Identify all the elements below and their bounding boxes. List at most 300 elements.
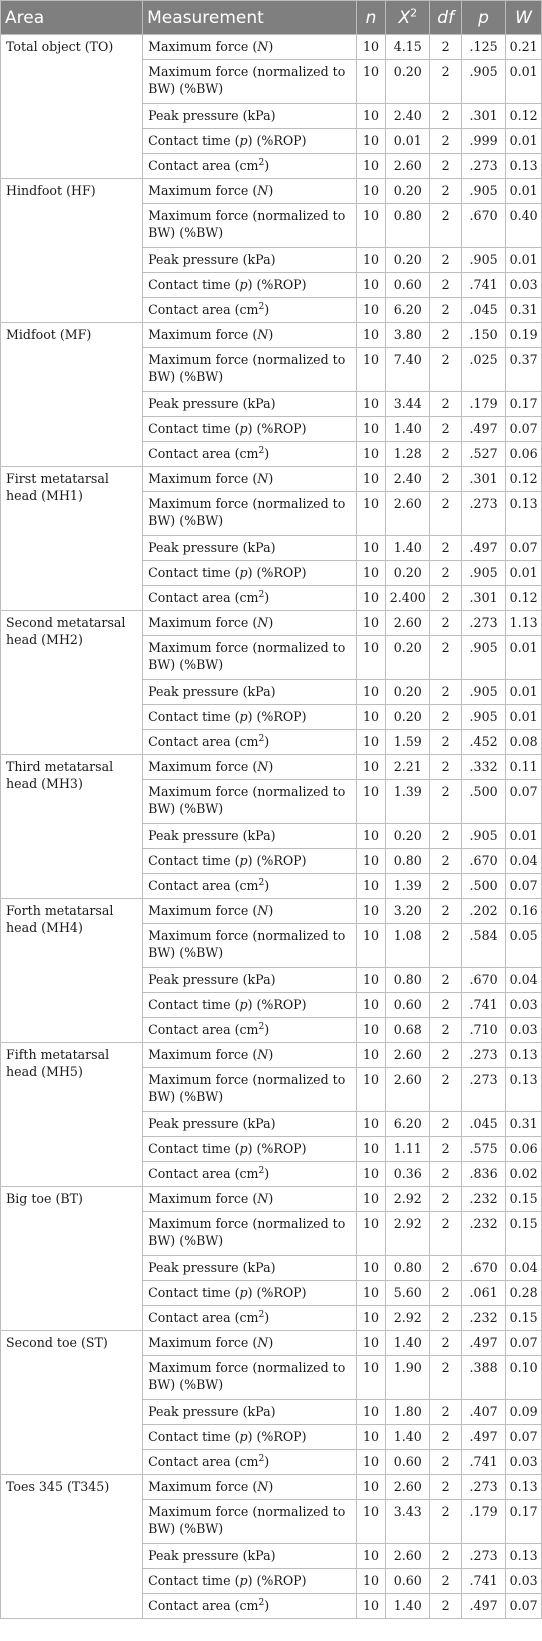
n-cell: 10 (356, 35, 385, 60)
measurement-cell: Peak pressure (kPa) (143, 1400, 357, 1425)
measurement-cell: Contact time (p) (%ROP) (143, 705, 357, 730)
w-cell: 0.04 (506, 1256, 542, 1281)
p-cell: .273 (461, 492, 505, 536)
measurement-cell: Maximum force (N) (143, 1475, 357, 1500)
measurement-cell: Contact time (p) (%ROP) (143, 849, 357, 874)
w-cell: 0.02 (506, 1162, 542, 1187)
df-cell: 2 (430, 1594, 462, 1619)
df-cell: 2 (430, 755, 462, 780)
chi-square-cell: 2.40 (386, 104, 430, 129)
measurement-cell: Peak pressure (kPa) (143, 1544, 357, 1569)
n-cell: 10 (356, 179, 385, 204)
w-cell: 0.01 (506, 680, 542, 705)
df-cell: 2 (430, 993, 462, 1018)
chi-square-cell: 3.80 (386, 323, 430, 348)
table-row (1, 1475, 542, 1500)
df-cell: 2 (430, 1400, 462, 1425)
measurement-cell: Peak pressure (kPa) (143, 104, 357, 129)
header-chi-square-sup: 2 (410, 5, 418, 19)
p-cell: .710 (461, 1018, 505, 1043)
w-cell: 0.07 (506, 874, 542, 899)
w-cell: 0.13 (506, 1544, 542, 1569)
df-cell: 2 (430, 1475, 462, 1500)
w-cell: 0.16 (506, 899, 542, 924)
chi-square-cell: 0.60 (386, 273, 430, 298)
measurement-cell: Maximum force (N) (143, 1331, 357, 1356)
chi-square-cell: 0.60 (386, 993, 430, 1018)
n-cell: 10 (356, 298, 385, 323)
p-cell: .273 (461, 154, 505, 179)
df-cell: 2 (430, 1162, 462, 1187)
w-cell: 0.01 (506, 60, 542, 104)
p-cell: .741 (461, 273, 505, 298)
p-cell: .497 (461, 417, 505, 442)
w-cell: 0.05 (506, 924, 542, 968)
n-cell: 10 (356, 824, 385, 849)
w-cell: 0.06 (506, 442, 542, 467)
df-cell: 2 (430, 1544, 462, 1569)
table-row (1, 467, 542, 492)
df-cell: 2 (430, 1500, 462, 1544)
measurement-cell: Contact time (p) (%ROP) (143, 1425, 357, 1450)
df-cell: 2 (430, 536, 462, 561)
w-cell: 0.08 (506, 730, 542, 755)
n-cell: 10 (356, 680, 385, 705)
header-chi-square-base: X (398, 7, 411, 28)
chi-square-cell: 2.60 (386, 611, 430, 636)
chi-square-cell: 0.20 (386, 705, 430, 730)
chi-square-cell: 0.36 (386, 1162, 430, 1187)
df-cell: 2 (430, 824, 462, 849)
df-cell: 2 (430, 35, 462, 60)
measurement-cell: Maximum force (normalized to BW) (%BW) (143, 60, 357, 104)
area-cell: Midfoot (MF) (1, 323, 143, 467)
p-cell: .497 (461, 1594, 505, 1619)
n-cell: 10 (356, 129, 385, 154)
measurement-cell: Contact area $(cm^2)$ (143, 298, 357, 323)
p-cell: .905 (461, 680, 505, 705)
chi-square-cell: 2.40 (386, 467, 430, 492)
n-cell: 10 (356, 1112, 385, 1137)
chi-square-cell: 1.39 (386, 874, 430, 899)
chi-square-cell: 1.11 (386, 1137, 430, 1162)
df-cell: 2 (430, 1425, 462, 1450)
p-cell: .273 (461, 1043, 505, 1068)
area-cell: Total object (TO) (1, 35, 143, 179)
w-cell: 0.19 (506, 323, 542, 348)
n-cell: 10 (356, 467, 385, 492)
n-cell: 10 (356, 492, 385, 536)
measurement-cell: Contact area $(cm^2)$ (143, 730, 357, 755)
n-cell: 10 (356, 1425, 385, 1450)
w-cell: 0.10 (506, 1356, 542, 1400)
header-measurement: Measurement (143, 1, 357, 35)
measurement-cell: Maximum force (normalized to BW) (%BW) (143, 492, 357, 536)
chi-square-cell: 1.59 (386, 730, 430, 755)
df-cell: 2 (430, 1187, 462, 1212)
measurement-cell: Peak pressure (kPa) (143, 968, 357, 993)
chi-square-cell: 6.20 (386, 1112, 430, 1137)
w-cell: 0.07 (506, 1594, 542, 1619)
df-cell: 2 (430, 611, 462, 636)
p-cell: .497 (461, 536, 505, 561)
chi-square-cell: 0.60 (386, 1569, 430, 1594)
table-row (1, 35, 542, 60)
w-cell: 0.31 (506, 298, 542, 323)
n-cell: 10 (356, 204, 385, 248)
chi-square-cell: 2.92 (386, 1187, 430, 1212)
p-cell: .407 (461, 1400, 505, 1425)
df-cell: 2 (430, 968, 462, 993)
n-cell: 10 (356, 154, 385, 179)
n-cell: 10 (356, 780, 385, 824)
df-cell: 2 (430, 730, 462, 755)
chi-square-cell: 0.80 (386, 968, 430, 993)
n-cell: 10 (356, 899, 385, 924)
df-cell: 2 (430, 392, 462, 417)
measurement-cell: Maximum force (N) (143, 611, 357, 636)
chi-square-cell: 2.60 (386, 1043, 430, 1068)
n-cell: 10 (356, 730, 385, 755)
p-cell: .301 (461, 586, 505, 611)
chi-square-cell: 6.20 (386, 298, 430, 323)
measurement-cell: Maximum force (normalized to BW) (%BW) (143, 1356, 357, 1400)
n-cell: 10 (356, 536, 385, 561)
w-cell: 0.15 (506, 1306, 542, 1331)
chi-square-cell: 2.21 (386, 755, 430, 780)
area-cell: Big toe (BT) (1, 1187, 143, 1331)
df-cell: 2 (430, 467, 462, 492)
p-cell: .045 (461, 1112, 505, 1137)
p-cell: .061 (461, 1281, 505, 1306)
p-cell: .670 (461, 849, 505, 874)
w-cell: 0.03 (506, 1018, 542, 1043)
w-cell: 0.15 (506, 1212, 542, 1256)
df-cell: 2 (430, 1018, 462, 1043)
p-cell: .999 (461, 129, 505, 154)
chi-square-cell: 1.90 (386, 1356, 430, 1400)
w-cell: 0.01 (506, 561, 542, 586)
measurement-cell: Contact time (p) (%ROP) (143, 129, 357, 154)
measurement-cell: Contact area $(cm^2)$ (143, 586, 357, 611)
table-row (1, 611, 542, 636)
n-cell: 10 (356, 1068, 385, 1112)
area-cell: Forth metatarsal head (MH4) (1, 899, 143, 1043)
df-cell: 2 (430, 442, 462, 467)
chi-square-cell: 1.40 (386, 1425, 430, 1450)
n-cell: 10 (356, 248, 385, 273)
chi-square-cell: 2.60 (386, 492, 430, 536)
n-cell: 10 (356, 1594, 385, 1619)
p-cell: .202 (461, 899, 505, 924)
n-cell: 10 (356, 1162, 385, 1187)
w-cell: 0.11 (506, 755, 542, 780)
chi-square-cell: 0.20 (386, 680, 430, 705)
n-cell: 10 (356, 561, 385, 586)
w-cell: 0.01 (506, 705, 542, 730)
measurement-cell: Contact time (p) (%ROP) (143, 561, 357, 586)
w-cell: 0.31 (506, 1112, 542, 1137)
df-cell: 2 (430, 129, 462, 154)
p-cell: .905 (461, 248, 505, 273)
chi-square-cell: 1.40 (386, 417, 430, 442)
p-cell: .497 (461, 1331, 505, 1356)
n-cell: 10 (356, 1256, 385, 1281)
chi-square-cell: 0.80 (386, 1256, 430, 1281)
n-cell: 10 (356, 1043, 385, 1068)
measurement-cell: Maximum force (normalized to BW) (%BW) (143, 1068, 357, 1112)
chi-square-cell: 0.80 (386, 849, 430, 874)
p-cell: .836 (461, 1162, 505, 1187)
w-cell: 0.03 (506, 993, 542, 1018)
p-cell: .332 (461, 755, 505, 780)
chi-square-cell: 0.01 (386, 129, 430, 154)
chi-square-cell: 2.60 (386, 1544, 430, 1569)
w-cell: 0.09 (506, 1400, 542, 1425)
measurement-cell: Contact time (p) (%ROP) (143, 993, 357, 1018)
measurement-cell: Contact time (p) (%ROP) (143, 1137, 357, 1162)
n-cell: 10 (356, 611, 385, 636)
w-cell: 0.21 (506, 35, 542, 60)
chi-square-cell: 2.60 (386, 1475, 430, 1500)
df-cell: 2 (430, 1306, 462, 1331)
w-cell: 0.12 (506, 467, 542, 492)
chi-square-cell: 1.39 (386, 780, 430, 824)
df-cell: 2 (430, 924, 462, 968)
table-row (1, 1043, 542, 1068)
measurement-cell: Maximum force (normalized to BW) (%BW) (143, 204, 357, 248)
n-cell: 10 (356, 1400, 385, 1425)
p-cell: .905 (461, 636, 505, 680)
w-cell: 0.01 (506, 129, 542, 154)
measurement-cell: Contact area $(cm^2)$ (143, 154, 357, 179)
table-row (1, 755, 542, 780)
p-cell: .905 (461, 60, 505, 104)
p-cell: .527 (461, 442, 505, 467)
chi-square-cell: 1.28 (386, 442, 430, 467)
table-row (1, 323, 542, 348)
chi-square-cell: 0.60 (386, 1450, 430, 1475)
measurement-cell: Contact area $(cm^2)$ (143, 1450, 357, 1475)
chi-square-cell: 2.60 (386, 1068, 430, 1112)
measurement-cell: Peak pressure (kPa) (143, 824, 357, 849)
df-cell: 2 (430, 104, 462, 129)
df-cell: 2 (430, 849, 462, 874)
measurement-cell: Peak pressure (kPa) (143, 536, 357, 561)
w-cell: 0.07 (506, 536, 542, 561)
n-cell: 10 (356, 1212, 385, 1256)
chi-square-cell: 4.15 (386, 35, 430, 60)
w-cell: 0.07 (506, 417, 542, 442)
area-cell: Second metatarsal head (MH2) (1, 611, 143, 755)
df-cell: 2 (430, 1212, 462, 1256)
measurement-cell: Maximum force (normalized to BW) (%BW) (143, 348, 357, 392)
w-cell: 0.07 (506, 1331, 542, 1356)
measurement-cell: Contact area $(cm^2)$ (143, 442, 357, 467)
chi-square-cell: 3.20 (386, 899, 430, 924)
measurement-cell: Contact area $(cm^2)$ (143, 1594, 357, 1619)
n-cell: 10 (356, 323, 385, 348)
p-cell: .045 (461, 298, 505, 323)
n-cell: 10 (356, 924, 385, 968)
w-cell: 0.13 (506, 1043, 542, 1068)
header-chi-square (386, 1, 430, 35)
n-cell: 10 (356, 993, 385, 1018)
w-cell: 0.12 (506, 586, 542, 611)
df-cell: 2 (430, 1281, 462, 1306)
p-cell: .670 (461, 204, 505, 248)
p-cell: .388 (461, 1356, 505, 1400)
n-cell: 10 (356, 849, 385, 874)
chi-square-cell: 2.60 (386, 154, 430, 179)
n-cell: 10 (356, 1018, 385, 1043)
chi-square-cell: 0.20 (386, 636, 430, 680)
df-cell: 2 (430, 348, 462, 392)
n-cell: 10 (356, 636, 385, 680)
chi-square-cell: 3.44 (386, 392, 430, 417)
table-row (1, 1331, 542, 1356)
p-cell: .232 (461, 1187, 505, 1212)
measurement-cell: Contact time (p) (%ROP) (143, 417, 357, 442)
w-cell: 0.13 (506, 1475, 542, 1500)
chi-square-cell: 2.92 (386, 1306, 430, 1331)
df-cell: 2 (430, 586, 462, 611)
n-cell: 10 (356, 1331, 385, 1356)
chi-square-cell: 0.20 (386, 60, 430, 104)
chi-square-cell: 1.40 (386, 1594, 430, 1619)
df-cell: 2 (430, 1450, 462, 1475)
chi-square-cell: 1.08 (386, 924, 430, 968)
p-cell: .575 (461, 1137, 505, 1162)
chi-square-cell: 0.20 (386, 824, 430, 849)
chi-square-cell: 0.20 (386, 561, 430, 586)
measurement-cell: Peak pressure (kPa) (143, 248, 357, 273)
measurement-cell: Maximum force (normalized to BW) (%BW) (143, 1500, 357, 1544)
w-cell: 0.13 (506, 154, 542, 179)
p-cell: .500 (461, 780, 505, 824)
w-cell: 0.12 (506, 104, 542, 129)
p-cell: .905 (461, 561, 505, 586)
n-cell: 10 (356, 1281, 385, 1306)
df-cell: 2 (430, 780, 462, 824)
p-cell: .025 (461, 348, 505, 392)
df-cell: 2 (430, 492, 462, 536)
p-cell: .670 (461, 1256, 505, 1281)
p-cell: .741 (461, 1569, 505, 1594)
p-cell: .584 (461, 924, 505, 968)
p-cell: .179 (461, 1500, 505, 1544)
w-cell: 0.17 (506, 392, 542, 417)
table-header (1, 1, 542, 35)
measurement-cell: Contact area $(cm^2)$ (143, 1306, 357, 1331)
df-cell: 2 (430, 1043, 462, 1068)
measurement-cell: Peak pressure (kPa) (143, 392, 357, 417)
w-cell: 0.01 (506, 636, 542, 680)
w-cell: 0.03 (506, 1450, 542, 1475)
df-cell: 2 (430, 1068, 462, 1112)
chi-square-cell: 7.40 (386, 348, 430, 392)
w-cell: 0.13 (506, 492, 542, 536)
p-cell: .273 (461, 611, 505, 636)
p-cell: .125 (461, 35, 505, 60)
df-cell: 2 (430, 636, 462, 680)
measurement-cell: Maximum force (normalized to BW) (%BW) (143, 636, 357, 680)
p-cell: .905 (461, 179, 505, 204)
n-cell: 10 (356, 417, 385, 442)
p-cell: .150 (461, 323, 505, 348)
measurement-cell: Contact area $(cm^2)$ (143, 874, 357, 899)
n-cell: 10 (356, 874, 385, 899)
area-cell: Hindfoot (HF) (1, 179, 143, 323)
df-cell: 2 (430, 204, 462, 248)
w-cell: 0.07 (506, 780, 542, 824)
table-row (1, 899, 542, 924)
p-cell: .232 (461, 1306, 505, 1331)
n-cell: 10 (356, 60, 385, 104)
n-cell: 10 (356, 1475, 385, 1500)
measurement-cell: Peak pressure (kPa) (143, 1112, 357, 1137)
df-cell: 2 (430, 1112, 462, 1137)
header-p: p (461, 1, 505, 35)
area-cell: Toes 345 (T345) (1, 1475, 143, 1619)
header-n: n (356, 1, 385, 35)
p-cell: .741 (461, 1450, 505, 1475)
w-cell: 1.13 (506, 611, 542, 636)
p-cell: .905 (461, 705, 505, 730)
df-cell: 2 (430, 680, 462, 705)
measurement-cell: Contact time (p) (%ROP) (143, 1569, 357, 1594)
df-cell: 2 (430, 874, 462, 899)
n-cell: 10 (356, 104, 385, 129)
p-cell: .273 (461, 1544, 505, 1569)
p-cell: .301 (461, 467, 505, 492)
measurement-cell: Maximum force (normalized to BW) (%BW) (143, 924, 357, 968)
n-cell: 10 (356, 1306, 385, 1331)
p-cell: .179 (461, 392, 505, 417)
n-cell: 10 (356, 442, 385, 467)
n-cell: 10 (356, 1500, 385, 1544)
chi-square-cell: 2.92 (386, 1212, 430, 1256)
p-cell: .273 (461, 1068, 505, 1112)
p-cell: .273 (461, 1475, 505, 1500)
n-cell: 10 (356, 1356, 385, 1400)
table-body (1, 35, 542, 1619)
w-cell: 0.07 (506, 1425, 542, 1450)
header-area: Area (1, 1, 143, 35)
df-cell: 2 (430, 705, 462, 730)
chi-square-cell: 1.40 (386, 536, 430, 561)
w-cell: 0.28 (506, 1281, 542, 1306)
n-cell: 10 (356, 348, 385, 392)
df-cell: 2 (430, 561, 462, 586)
table-row (1, 179, 542, 204)
p-cell: .452 (461, 730, 505, 755)
area-cell: Third metatarsal head (MH3) (1, 755, 143, 899)
header-row (1, 1, 542, 35)
w-cell: 0.40 (506, 204, 542, 248)
w-cell: 0.37 (506, 348, 542, 392)
chi-square-cell: 0.20 (386, 179, 430, 204)
chi-square-cell: 0.68 (386, 1018, 430, 1043)
chi-square-cell: 2.400 (386, 586, 430, 611)
measurement-cell: Maximum force (N) (143, 755, 357, 780)
measurement-cell: Contact time (p) (%ROP) (143, 1281, 357, 1306)
df-cell: 2 (430, 417, 462, 442)
header-w: W (506, 1, 542, 35)
n-cell: 10 (356, 1544, 385, 1569)
chi-square-cell: 1.40 (386, 1331, 430, 1356)
df-cell: 2 (430, 60, 462, 104)
